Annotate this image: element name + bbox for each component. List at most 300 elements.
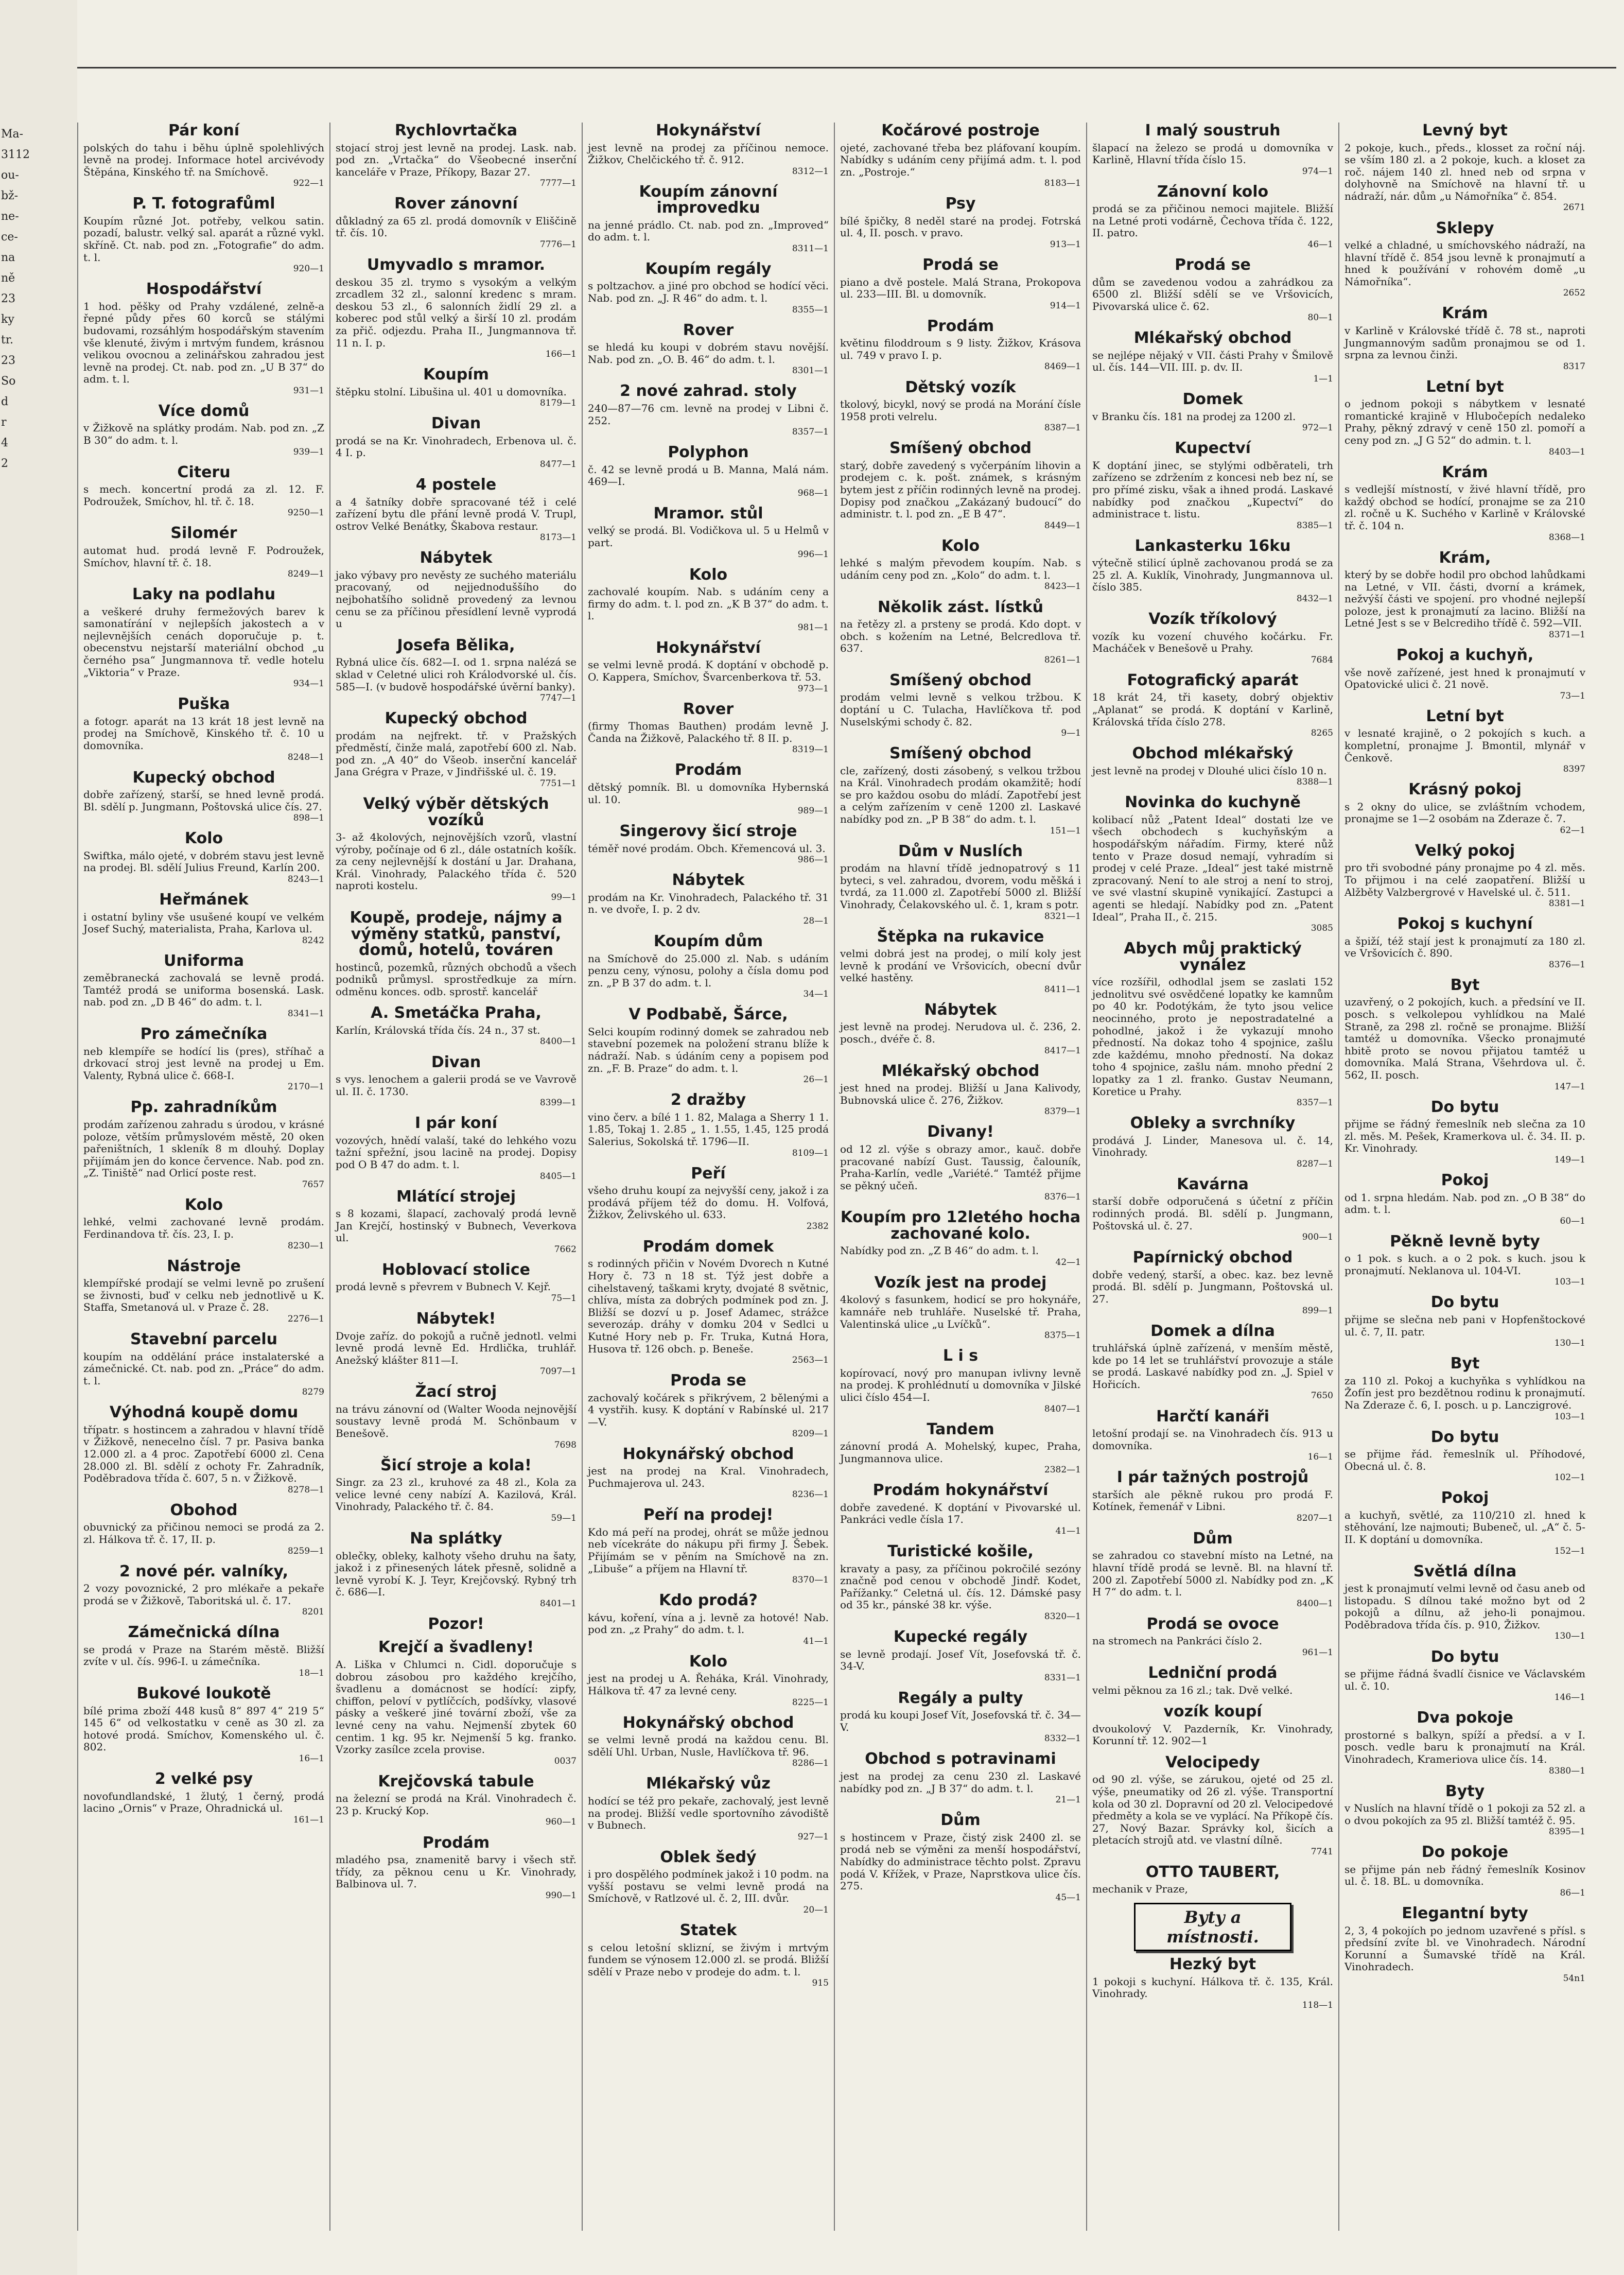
ad-heading: Regály a pulty — [898, 1689, 1023, 1707]
classified-ad — [1344, 1099, 1585, 1165]
ad-heading: Turistické košile, — [887, 1542, 1034, 1561]
classified-ad — [588, 261, 829, 315]
ad-text: v Žižkově na splátky prodám. Nab. pod zn. „Z B 30“ do adm. t. l. — [83, 422, 324, 447]
ad-text: za 110 zl. Pokoj a kuchyňka s vyhlídkou na Žofín jest pro bezdětnou rodinu k pronajmutí. Na Zderaze č. 6, I. posch. u p. Lanczigrové. — [1344, 1374, 1585, 1411]
ad-code: 80—1 — [1307, 312, 1333, 323]
ad-heading: Mlékařský obchod — [881, 1062, 1040, 1080]
ad-text: cle, zařízený, dosti zásobený, s velkou tržbou na Král. Vinohradech prodám okamžitě; hodí se pro každou osobu do mládí. Zapotřebí jest a celým zařízením v ceně 1200 zl. Laskavé nabídky pod zn. „P B 38“ do adm. t. l. — [840, 764, 1081, 826]
ad-text: o 1 pok. s kuch. a o 2 pok. s kuch. jsou k pronajmutí. Neklanova ul. 104-VI. — [1344, 1252, 1585, 1277]
ad-code: 974—1 — [1302, 166, 1333, 177]
ad-heading: Žací stroj — [415, 1383, 497, 1401]
classified-ad — [840, 1482, 1081, 1536]
ad-heading: Nábytek — [420, 549, 493, 567]
classified-ad — [1344, 782, 1585, 836]
ad-heading: Koupím pro 12letého hocha zachované kolo. — [840, 1208, 1081, 1243]
classified-ad — [1092, 1409, 1333, 1463]
ad-heading: Rover — [683, 321, 734, 339]
ad-heading: Do bytu — [1430, 1293, 1499, 1312]
ad-code: 990—1 — [545, 1890, 577, 1901]
ad-code: 915 — [812, 1978, 829, 1989]
ad-code: 899—1 — [1302, 1305, 1333, 1316]
ad-code: 0037 — [554, 1756, 577, 1766]
ad-text: Swiftka, málo ojeté, v dobrém stavu jest levně na prodej. Bl. sdělí Julius Freund, Karlín 200. — [83, 849, 324, 874]
classified-ad — [1092, 1176, 1333, 1242]
ad-heading: Letní byt — [1426, 707, 1504, 725]
classified-ad — [83, 196, 324, 274]
ad-text: květinu filoddroum s 9 listy. Žižkov, Krásova ul. 749 v pravo I. p. — [840, 337, 1081, 361]
ad-text: od 90 zl. výše, se zárukou, ojeté od 25 zl. výše, pneumatiky od 26 zl. výše. Transportní kola od 30 zl. Dopravní od 20 zl. Velocipedové předměty a kola se ve vyplácí. Na Příkopě čís. 27, Nový Bazar. Správky kol, šicích a pletacích strojů atd. ve vlastní dílně. — [1092, 1773, 1333, 1847]
ad-text: jest levně na prodej. Nerudova ul. č. 236, 2. posch., dvéře č. 8. — [840, 1020, 1081, 1046]
ad-code: 973—1 — [797, 683, 829, 694]
ad-heading: Divan — [431, 414, 481, 433]
classified-ad — [1092, 257, 1333, 323]
ad-text: a fotogr. aparát na 13 krát 18 jest levně na prodej na Smíchově, Kinského tř. č. 10 u domovníka. — [83, 715, 324, 752]
ad-code: 931—1 — [293, 385, 324, 396]
ad-heading: Pozor! — [428, 1614, 484, 1633]
ad-heading: Peří na prodej! — [643, 1506, 774, 1524]
ad-text: Rybná ulice čís. 682—I. od 1. srpna nalézá se sklad v Celetné ulici roh Králodvorské ul. čís. 585—I. (v budově hospodářské úvěrní banky). — [336, 656, 577, 693]
ad-code: 8265 — [1311, 728, 1333, 739]
classified-ad — [1092, 184, 1333, 250]
classified-ad — [588, 1006, 829, 1085]
classified-ad — [588, 1922, 829, 1988]
ad-heading: Několik zást. lístků — [878, 598, 1043, 616]
ad-code: 8317 — [1563, 361, 1585, 372]
ad-text: obuvnický za přičinou nemoci se prodá za 2. zl. Hálkova tř. č. 17, II. p. — [83, 1521, 324, 1545]
ad-heading: Do pokoje — [1421, 1843, 1509, 1862]
ad-code: 2382 — [806, 1221, 829, 1231]
gutter-fragment: ce- — [1, 231, 18, 244]
classified-ad — [840, 1275, 1081, 1341]
classified-ad — [1092, 941, 1333, 1108]
classified-ad — [336, 1774, 577, 1828]
ad-code: 7751—1 — [539, 778, 577, 789]
ad-heading: Prodám — [674, 761, 742, 779]
classified-ad — [588, 1654, 829, 1708]
ad-heading: Mlékařský vůz — [646, 1775, 771, 1793]
classified-ad — [588, 1239, 829, 1365]
ad-code: 73—1 — [1560, 690, 1585, 701]
ad-code: 8423—1 — [1044, 581, 1081, 592]
ad-heading: A. Smetáčka Praha, — [371, 1004, 542, 1022]
ad-code: 989—1 — [797, 806, 829, 817]
ad-heading: Pokoj — [1441, 1171, 1489, 1190]
ad-heading: Vozík tříkolový — [1148, 610, 1277, 629]
ad-heading: Dům v Nuslích — [898, 842, 1023, 860]
gutter-fragment: 2 — [1, 457, 8, 470]
ad-heading: Hoblovací stolice — [382, 1260, 530, 1279]
ad-text: se zahradou co stavební místo na Letné, na hlavní třídě prodá se levně. Bl. na hlavní tř. 200 zl. Zapotřebí 5000 zl. Nabídky pod zn. „K H 7“ do adm. t. l. — [1092, 1549, 1333, 1599]
classified-ad — [588, 123, 829, 177]
classified-ad — [1344, 379, 1585, 457]
classified-ad — [1344, 1844, 1585, 1898]
ad-text: A. Liška v Chlumci n. Cidl. doporučuje s dobrou zásobou pro každého krejčího, švadlenu a domácnost se hodící: zipfy, chiffon, peloví v pytlíčcích, podšívky, vlasové pásky a veškeré jiné tovární zboží, vše za levné ceny na vahu. Nejmenší zbytek 60 centim. 1 kg. 95 kr. Nejmenší 5 kg. franko. Vzorky zasílce zcela provise. — [336, 1658, 577, 1756]
ad-heading: Pokoj s kuchyní — [1397, 915, 1533, 933]
ad-heading: Laky na podlahu — [132, 585, 276, 604]
ad-code: 41—1 — [803, 1636, 829, 1646]
gutter-fragment: 4 — [1, 437, 8, 449]
classified-ad — [840, 1063, 1081, 1117]
classified-ad — [840, 257, 1081, 311]
ad-code: 8401—1 — [539, 1598, 577, 1609]
ad-text: jest na prodej za cenu 230 zl. Laskavé nabídky pod zn. „J B 37“ do adm. t. l. — [840, 1769, 1081, 1795]
ad-text: třípatr. s hostincem a zahradou v hlavní třídě v Žižkově, nenecelno čísl. 7 pr. Pasiva banka 12.000 zl. a 4 proc. Zapotřebí 6000 zl. Cena 28.000 zl. Bl. sdělí z ochoty Fr. Zahradník, Poděbradova třída č. 607, 5 n. v Žižkově. — [83, 1423, 324, 1485]
classified-ad — [83, 1404, 324, 1495]
ad-text: se velmi levně prodá na každou cenu. Bl. sdělí Uhl. Urban, Nusle, Havlíčkova tř. 96. — [588, 1733, 829, 1758]
ad-heading: Uniforma — [164, 951, 244, 970]
ad-text: bílé špičky, 8 neděl staré na prodej. Fotrská ul. 4, II. posch. v pravo. — [840, 214, 1081, 239]
ad-heading: Rover zánovní — [394, 195, 518, 213]
ad-text: s rodinných přičin v Novém Dvorech n Kutné Hory č. 73 n 18 st. Týž jest dobře a cihelstavený, taškami kryty, dvojaté 8 světnic, chlíva, místa za dobrých podmínek pod zn. J. Bližší se dozví u p. Josef Adamec, strážce severozáp. dráhy v domku 204 v Sedlci u Kutné Hory neb p. Fr. Truka, Kutná Hora, Husova tř. 126 obch. p. Beneše. — [588, 1257, 829, 1355]
ad-code: 8381—1 — [1548, 898, 1585, 909]
ad-heading: vozík koupí — [1163, 1703, 1262, 1721]
ad-heading: 4 postele — [415, 476, 497, 494]
ad-heading: Zámečnická dílna — [128, 1623, 280, 1642]
ad-code: 8341—1 — [287, 1009, 324, 1019]
ad-code: 9250—1 — [287, 508, 324, 518]
ad-text: Karlín, Královská třída čís. 24 n., 37 st. — [336, 1023, 540, 1036]
ad-code: 8312—1 — [792, 166, 829, 177]
ad-code: 8261—1 — [1044, 654, 1081, 665]
ad-code: 8225—1 — [792, 1697, 829, 1708]
ad-text: 1 hod. pěšky od Prahy vzdálené, zelně-a řepné půdy přes 60 korců se stálými budovami, rozsáhlým hospodářským stavením vše klenuté, živým i mrtvým fundem, krásnou velikou ovocnou a zelinářskou zahradou jest levně na prodej. Ct. nab. pod zn. „U B 37“ do adm. t. l. — [83, 300, 324, 386]
classified-ad — [336, 1639, 577, 1766]
gutter-fragment: d — [1, 395, 9, 408]
ad-heading: Psy — [945, 195, 976, 213]
ad-text: truhlářská úplně zařízená, v menším městě, kde po 14 let se truhlářství provozuje a stále se prodá. Laskavé nabídky pod zn. „J. Spiel v Hořicích. — [1092, 1342, 1333, 1391]
gutter-fragment: 23 — [1, 292, 15, 305]
ad-text: vozík ku vození chuvého kočárku. Fr. Macháček v Benešově u Prahy. — [1092, 630, 1333, 655]
ad-code: 8477—1 — [539, 459, 577, 470]
ad-text: starší dobře odporučená s účetní z příčin rodinných prodá. Bl. sdělí p. Jungmann, Poštovská ul. č. 27. — [1092, 1195, 1333, 1232]
ad-text: s 2 okny do ulice, se zvláštním vchodem, pronajme se 1—2 osobám na Zderaze č. 7. — [1344, 800, 1585, 825]
ad-text: zachovalý kočárek s přikrývem, 2 bělenými a 4 vystřih. kusy. K doptání v Rabínské ul. 217—V. — [588, 1391, 829, 1428]
ad-text: Koupím různé Jot. potřeby, velkou satin. pozadí, balustr. velký sal. aparát a různé vykl. skříně. Ct. nab. pod zn. „Fotografie“ do adm. t. l. — [83, 214, 324, 264]
ad-heading: 2 nové pér. valníky, — [119, 1562, 289, 1581]
ad-code: 8236—1 — [792, 1489, 829, 1500]
ad-text: jest levně na prodej v Dlouhé ulici číslo 10 n. — [1092, 764, 1327, 777]
classified-ad — [588, 322, 829, 376]
classified-ad — [83, 953, 324, 1019]
ad-text: prodá se na Kr. Vinohradech, Erbenova ul. č. 4 I. p. — [336, 434, 577, 459]
ad-text: bílé prima zboží 448 kusů 8“ 897 4“ 219 5“ 145 6“ od velkostatku v ceně as 30 zl. za hotové prodá. Smíchov, Komenského ul. č. 802. — [83, 1704, 324, 1753]
classified-ad — [1344, 1356, 1585, 1421]
ad-code: 8249—1 — [287, 569, 324, 580]
ad-text: od 12 zl. výše s obrazy amor., kauč. dobře pracované nabízí Gust. Taussig, čalouník, Praha-Karlín, vedle „Variété.“ Tamtéž přijme se pěkný učeň. — [840, 1142, 1081, 1192]
classified-ad — [83, 403, 324, 457]
ad-code: 972—1 — [1302, 423, 1333, 433]
ad-code: 8400—1 — [539, 1036, 577, 1047]
ad-text: dobře vedený, starší, a obec. kaz. bez levně prodá. Bl. sdělí p. Jungmann, Poštovská ul. 27. — [1092, 1268, 1333, 1305]
ad-code: 934—1 — [293, 679, 324, 689]
ad-heading: Tandem — [927, 1420, 994, 1438]
ad-heading: Obchod s potravinami — [865, 1750, 1056, 1768]
ad-heading: Domek — [1182, 390, 1243, 409]
ad-text: šlapací na železo se prodá u domovníka v Karlině, Hlavní třída číslo 15. — [1092, 141, 1333, 166]
ad-code: 146—1 — [1554, 1692, 1585, 1703]
ad-heading: Kupecký obchod — [132, 768, 275, 787]
ad-heading: Smíšený obchod — [889, 744, 1032, 763]
section-banner: Byty a místnosti. — [1134, 1903, 1291, 1951]
ad-code: 8371—1 — [1548, 630, 1585, 640]
ad-text: 4kolový s fasunkem, hodicí se pro hokynáře, kamnáře neb truhláře. Nuselské tř. Praha, Valentinská ulice „u Lvíčků“. — [840, 1293, 1081, 1330]
ad-text: se velmi levně prodá. K doptání v obchodě p. O. Kappera, Smíchov, Švarcenberkova tř. 53. — [588, 658, 829, 684]
classified-ad — [1344, 550, 1585, 640]
classified-ad — [1344, 916, 1585, 970]
ad-code: 939—1 — [293, 446, 324, 457]
ad-heading: Krám — [1442, 304, 1488, 323]
ad-text: i ostatní byliny vše usušené koupí ve velkém Josef Suchý, materialista, Praha, Karlova ul. — [83, 910, 324, 935]
ad-text: prostorné s balkyn, spíží a předsí. a v I. posch. vedle baru k pronajmutí na Král. Vinohradech, Krameriova ulice čís. 14. — [1344, 1728, 1585, 1765]
ad-code: 2652 — [1563, 288, 1585, 299]
ad-heading: Domek a dílna — [1150, 1322, 1275, 1340]
ad-heading: Divan — [431, 1053, 481, 1071]
ad-heading: Polyphon — [668, 443, 749, 462]
ad-code: 18—1 — [299, 1668, 324, 1679]
classified-ad — [336, 367, 577, 408]
ad-code: 8248—1 — [287, 752, 324, 762]
ad-code: 960—1 — [545, 1817, 577, 1828]
ad-text: se levně prodají. Josef Vít, Josefovská tř. č. 34-V. — [840, 1647, 1081, 1673]
classified-ad — [840, 672, 1081, 738]
classified-ad — [840, 929, 1081, 995]
ad-heading: Do bytu — [1430, 1098, 1499, 1116]
ad-heading: Citeru — [177, 463, 231, 481]
ad-text: prodám na nejfrekt. tř. v Pražských předměstí, činže malá, zapotřebí 600 zl. Nab. pod zn. „A 40“ do Všeob. inserční kancelář Jana Grégra v Praze, v Jindřišské ul. č. 19. — [336, 729, 577, 778]
ad-code: 8183—1 — [1044, 178, 1081, 189]
classified-ad — [336, 1189, 577, 1255]
gutter-fragment: bž- — [1, 189, 19, 202]
ad-text: v Branku čís. 181 na prodej za 1200 zl. — [1092, 410, 1296, 423]
classified-ad — [1092, 794, 1333, 933]
classified-ad — [840, 1209, 1081, 1267]
ad-text: polských do tahu i běhu úplně spolehlivých levně na prodej. Informace hotel arcivévody Štěpána, Kinského tř. na Smíchově. — [83, 141, 324, 178]
ad-code: 149—1 — [1554, 1154, 1585, 1165]
ad-code: 8432—1 — [1296, 594, 1333, 604]
ad-heading: Kdo prodá? — [659, 1591, 758, 1610]
ad-text: vozových, hnědí valaší, také do lehkého vozu tažní spřežní, jsou lacině na prodej. Dopisy pod O B 47 do adm. t. l. — [336, 1134, 577, 1171]
ad-heading: Více domů — [158, 402, 250, 420]
classified-ad — [1092, 330, 1333, 384]
ad-text: č. 42 se levně prodá u B. Manna, Malá nám. 469—I. — [588, 463, 829, 488]
ad-text: oblečky, obleky, kalhoty všeho druhu na šaty, jakož i z přinesených látek přesně, solidně a levně vyrobí K. J. Teyr, Krejčovský. Rybný trh č. 686—I. — [336, 1549, 577, 1599]
ad-text: na řetězy zl. a prsteny se prodá. Kdo dopt. v obch. s kožením na Letné, Belcredlova tř. 637. — [840, 618, 1081, 655]
ad-text: kopírovací, nový pro manupan ivlivny levně na prodej. K prohlédnutí u domovníka v Jilské ulici číslo 454—I. — [840, 1366, 1081, 1403]
ad-heading: 2 dražby — [670, 1091, 746, 1109]
ad-text: velmi pěknou za 16 zl.; tak. Dvě velké. — [1092, 1683, 1293, 1696]
ad-heading: Kočárové postroje — [881, 123, 1040, 140]
ad-text: mladého psa, znamenitě barvy i všech stř. třídy, za pěknou cenu u Kr. Vinohrady, Balbinova ul. 7. — [336, 1853, 577, 1890]
ad-text: přijme se řádný řemeslník neb slečna za 10 zl. měs. M. Pešek, Kramerkova ul. č. 34. II. p. Kr. Vinohrady. — [1344, 1118, 1585, 1155]
ad-heading: V Podbabě, Šárce, — [628, 1005, 788, 1024]
ad-heading: Kupectví — [1175, 439, 1251, 458]
ad-heading: Papírnický obchod — [1132, 1248, 1293, 1267]
classified-ad — [840, 843, 1081, 922]
ad-text: dětský pomník. Bl. u domovníka Hybernská ul. 10. — [588, 780, 829, 806]
gutter-fragment: ně — [1, 272, 15, 285]
ad-heading: Nástroje — [167, 1257, 241, 1275]
ad-code: 8242 — [302, 935, 324, 946]
ad-heading: Zánovní kolo — [1157, 182, 1269, 201]
classified-ad — [588, 1166, 829, 1231]
ad-heading: Hokynářský obchod — [622, 1713, 794, 1732]
ad-code: 8357—1 — [792, 427, 829, 438]
ad-heading: Mlékařský obchod — [1133, 329, 1292, 348]
ad-code: 102—1 — [1554, 1472, 1585, 1483]
classified-ad — [840, 1421, 1081, 1475]
ad-code: 8278—1 — [287, 1484, 324, 1495]
ad-heading: Heřmánek — [159, 891, 249, 909]
ad-code: 7698 — [554, 1439, 577, 1450]
ad-text: s celou letošní sklizní, se živým i mrtvým fundem se výnosem 12.000 zl. se prodá. Bližší sdělí v Praze nebo v prodeje do adm. t. l. — [588, 1941, 829, 1978]
classified-ad — [588, 640, 829, 694]
ad-text: se hledá ku koupi v dobrém stavu novější. Nab. pod zn. „O. B. 46“ do adm. t. l. — [588, 341, 829, 366]
ad-text: 2, 3, 4 pokojích po jednom uzavřené s přísl. s předsíní zvíte bl. ve Vinohradech. Národní Korunní a Šumavské třídě na Král. Vinohradech. — [1344, 1924, 1585, 1973]
classified-ad — [1092, 1323, 1333, 1401]
ad-code: 8375—1 — [1044, 1330, 1081, 1341]
ad-heading: Prodám — [422, 1833, 490, 1852]
ad-text: všeho druhu koupí za nejvyšší ceny, jakož i za prodává příjem též do domu. H. Volfová, Žižkov, Želivského ul. 633. — [588, 1184, 829, 1221]
ad-code: 130—1 — [1554, 1338, 1585, 1349]
ad-code: 8209—1 — [792, 1428, 829, 1439]
ad-text: na trávu zánovní od (Walter Wooda nejnovější soustavy levně prodá M. Schönbaum v Benešově. — [336, 1402, 577, 1440]
ad-code: 7777—1 — [539, 178, 577, 189]
ad-code: 130—1 — [1554, 1631, 1585, 1642]
ad-code: 16—1 — [299, 1753, 324, 1764]
ad-code: 2563—1 — [792, 1355, 829, 1366]
ad-text: Nabídky pod zn. „Z B 46“ do adm. t. l. — [840, 1244, 1039, 1257]
ad-heading: Do bytu — [1430, 1647, 1499, 1666]
ad-heading: Prodám — [927, 317, 994, 335]
classified-ad — [336, 123, 577, 188]
classified-ad — [840, 1751, 1081, 1805]
ad-text: vše nově zařízené, jest hned k pronajmutí v Opatovické ulici č. 21 nově. — [1344, 666, 1585, 691]
ad-heading: I pár koní — [415, 1114, 497, 1133]
ad-heading: Abych můj praktický vynález — [1124, 940, 1302, 974]
ad-text: K doptání jinec, se stylými odběrateli, trh zařízeno se zdržením z koncesi neb bez ní, se pro přímé zisku, však a ihned prodá. Laskavé nabídky pod značkou „Kupectví“ do administrace t. listu. — [1092, 459, 1333, 520]
ad-text: dobře zavedené. K doptání v Pivovarské ul. Pankráci vedle čísla 17. — [840, 1501, 1081, 1526]
ad-code: 8379—1 — [1044, 1106, 1081, 1117]
ad-heading: Oblek šedý — [660, 1848, 757, 1866]
ad-code: 8179—1 — [539, 398, 577, 409]
ad-code: 21—1 — [1055, 1795, 1081, 1805]
ad-code: 8279 — [302, 1387, 324, 1398]
ad-code: 7741 — [1311, 1846, 1333, 1857]
ad-heading: Kupecký obchod — [385, 709, 528, 728]
ad-heading: Divany! — [927, 1123, 994, 1141]
classified-ad — [83, 1502, 324, 1556]
ad-text: zeměbranecká zachovalá se levně prodá. Tamtéž prodá se uniforma bosenská. Lask. nab. pod zn. „D B 46“ do adm. t. l. — [83, 971, 324, 1009]
ad-code: 45—1 — [1055, 1892, 1081, 1903]
ad-text: uzavřený, o 2 pokojích, kuch. a předsíní ve II. posch. s velkolepou vyhlídkou na Malé Straně, za 298 zl. ročně se pronajme. Bližší tamtéž u domovníka. Všecko pronajmuté hbitě proto se novou přijatou tamtéž u domovníka. Malá Strana, Všehrdova ul. č. 562, II. posch. — [1344, 996, 1585, 1082]
classified-ad — [1092, 1755, 1333, 1857]
newspaper-page — [77, 67, 1616, 2231]
classified-ad — [840, 1543, 1081, 1622]
classified-ad — [83, 1258, 324, 1324]
ad-heading: Lankasterku 16ku — [1134, 536, 1291, 555]
classified-ad — [1092, 1665, 1333, 1696]
ad-code: 54n1 — [1563, 1973, 1585, 1984]
classified-ad — [1092, 611, 1333, 665]
ad-code: 8319—1 — [792, 744, 829, 755]
ad-code: 8376—1 — [1044, 1192, 1081, 1203]
classified-ad — [1344, 1649, 1585, 1703]
ad-text: starších ale pěkně rukou pro prodá F. Kotínek, řemenář v Libni. — [1092, 1488, 1333, 1513]
ad-code: 34—1 — [803, 989, 829, 1000]
ad-code: 922—1 — [293, 178, 324, 189]
ad-code: 8320—1 — [1044, 1611, 1081, 1622]
ad-text: se nejlépe nějaký v VII. části Prahy v Šmilově ul. čís. 144—VII. III. p. dv. II. — [1092, 349, 1333, 374]
ad-text: dům se zavedenou vodou a zahrádkou za 6500 zl. Bližší sdělí se ve Vršovicích, Pivovarská ulice č. 62. — [1092, 275, 1333, 312]
ad-text: se prodá v Praze na Starém městě. Bližší zvíte v ul. čís. 996-I. u zámečníka. — [83, 1643, 324, 1668]
classified-ad — [840, 1629, 1081, 1683]
ad-code: 8332—1 — [1044, 1733, 1081, 1744]
ad-text: a veškeré druhy fermežových barev k samonatírání v nejlepších jakostech a v nejlevnějších cenách doporučuje p. t. obecenstvu nejstarší materiální obchod „u černého psa“ Jungmannova tř. vedle hotelu „Viktoria“ v Praze. — [83, 605, 324, 679]
ad-text: (firmy Thomas Bauthen) prodám levně J. Čanda na Žižkově, Palackého tř. 8 II. p. — [588, 720, 829, 744]
ad-text: koupím na oddělání práce instalaterské a zámečnické. Ct. nab. pod zn. „Práce“ do adm. t. l. — [83, 1350, 324, 1387]
ad-heading: Prodá se — [1175, 256, 1251, 274]
column-2 — [329, 123, 582, 2231]
classified-ad — [1092, 391, 1333, 433]
classified-ad — [840, 538, 1081, 592]
ad-heading: Stavební parcelu — [130, 1330, 277, 1349]
ad-heading: Prodá se — [922, 256, 999, 274]
ad-text: prodá ku koupi Josef Vít, Josefovská tř. č. 34—V. — [840, 1709, 1081, 1733]
ad-heading: Krám, — [1439, 548, 1491, 567]
ad-code: 7776—1 — [539, 239, 577, 250]
ad-text: velké a chladné, u smíchovského nádraží, na hlavní třídě č. 854 jsou levně k pronajmutí a hned k používání v rohovém domě „u Námořníka“. — [1344, 239, 1585, 288]
ad-code: 46—1 — [1307, 239, 1333, 250]
ad-heading: Hokynářství — [656, 123, 761, 140]
ad-heading: Kolo — [689, 565, 728, 584]
ad-heading: Hokynářský obchod — [622, 1445, 794, 1463]
classified-ad — [83, 586, 324, 689]
column-3 — [582, 123, 834, 2231]
ad-text: lehké s malým převodem koupím. Nab. s udáním ceny pod zn. „Kolo“ do adm. t. l. — [840, 557, 1081, 581]
ad-code: 8357—1 — [1296, 1098, 1333, 1108]
ad-text: prodá se za přičinou nemoci majitele. Bližší na Letné proti vodárně, Čechova třída č. 122, II. patro. — [1092, 202, 1333, 239]
ad-heading: Dům — [940, 1811, 981, 1830]
classified-ad — [83, 1686, 324, 1764]
ad-heading: Hokynářství — [656, 638, 761, 657]
classified-ad — [1092, 1249, 1333, 1315]
ad-code: 8201 — [302, 1607, 324, 1618]
gutter-fragment: ou- — [1, 169, 19, 182]
ad-text: kravaty a pasy, za příčinou pokročilé sezóny značně pod cenou v obchodě Jindř. Kodet, Pařížanky.“ Celetná ul. čís. 12. Dámské pasy od 35 kr., pánské 38 kr. výše. — [840, 1562, 1081, 1611]
ad-code: 8301—1 — [792, 366, 829, 376]
classified-ad — [83, 1564, 324, 1618]
ad-heading: Dům — [1193, 1529, 1233, 1548]
ad-code: 8355—1 — [792, 304, 829, 315]
ad-text: 1 pokoji s kuchyní. Hálkova tř. č. 135, Král. Vinohrady. — [1092, 1975, 1333, 2000]
ad-heading: Levný byt — [1422, 123, 1508, 140]
classified-ad — [1344, 843, 1585, 909]
classified-ad — [840, 318, 1081, 372]
ad-text: piano a dvě postele. Malá Strana, Prokopova ul. 233—III. Bl. u domovník. — [840, 275, 1081, 301]
ad-text: 18 krát 24, tři kasety, dobrý objektiv „Aplanat“ se prodá. K doptání v Karlině, Královská třída číslo 278. — [1092, 691, 1333, 728]
ad-heading: Vozík jest na prodej — [874, 1273, 1047, 1292]
classified-ad — [336, 1311, 577, 1377]
ad-code: 8370—1 — [792, 1575, 829, 1586]
ad-heading: Obohod — [170, 1501, 238, 1519]
ad-code: 981—1 — [797, 622, 829, 633]
classified-ad — [336, 196, 577, 250]
ad-heading: Koupím regály — [645, 259, 772, 278]
ad-code: 961—1 — [1302, 1647, 1333, 1658]
classified-ad — [336, 796, 577, 902]
ad-text: s vys. lenochem a galerii prodá se ve Vavrově ul. II. č. 1730. — [336, 1073, 577, 1098]
ad-code: 8243—1 — [287, 874, 324, 885]
